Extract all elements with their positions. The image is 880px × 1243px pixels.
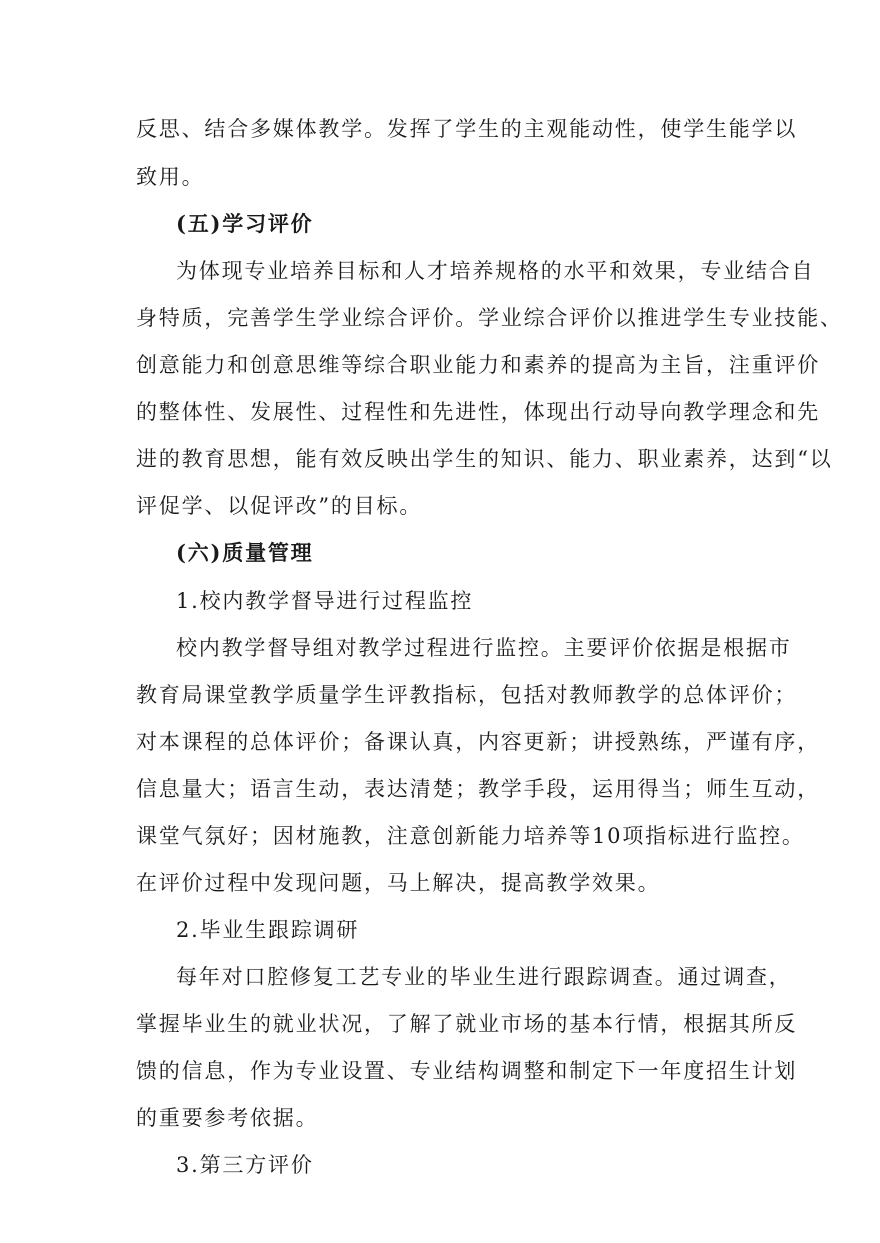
- paragraph-line: 为体现专业培养目标和人才培养规格的水平和效果，专业结合自: [176, 259, 815, 283]
- paragraph-line: 进的教育思想，能有效反映出学生的知识、能力、职业素养，达到“以: [136, 447, 833, 471]
- paragraph-line: 馈的信息，作为专业设置、专业结构调整和制定下一年度招生计划: [136, 1059, 798, 1083]
- subsection-title: 1.校内教学督导进行过程监控: [176, 589, 474, 613]
- paragraph-line: 校内教学督导组对教学过程进行监控。主要评价依据是根据市: [176, 636, 792, 660]
- paragraph-line: 课堂气氛好；因材施教，注意创新能力培养等10项指标进行监控。: [136, 824, 805, 848]
- paragraph-line: 对本课程的总体评价；备课认真，内容更新；讲授熟练，严谨有序，: [136, 730, 820, 754]
- paragraph-line: 反思、结合多媒体教学。发挥了学生的主观能动性，使学生能学以: [136, 117, 798, 141]
- paragraph-line: 评促学、以促评改”的目标。: [136, 494, 423, 518]
- subsection-title: 2.毕业生跟踪调研: [176, 918, 360, 942]
- paragraph-line: 信息量大；语言生动，表达清楚；教学手段，运用得当；师生互动，: [136, 777, 820, 801]
- paragraph-line: 在评价过程中发现问题，马上解决，提高教学效果。: [136, 871, 661, 895]
- section-heading: (五)学习评价: [176, 211, 314, 236]
- paragraph-line: 教育局课堂教学质量学生评教指标，包括对教师教学的总体评价；: [136, 683, 798, 707]
- subsection-title: 3.第三方评价: [176, 1153, 314, 1177]
- paragraph-line: 的整体性、发展性、过程性和先进性，体现出行动导向教学理念和先: [136, 400, 820, 424]
- section-heading: (六)质量管理: [176, 540, 314, 565]
- paragraph-line: 致用。: [136, 165, 205, 189]
- paragraph-line: 掌握毕业生的就业状况，了解了就业市场的基本行情，根据其所反: [136, 1012, 798, 1036]
- paragraph-line: 身特质，完善学生学业综合评价。学业综合评价以推进学生专业技能、: [136, 306, 843, 330]
- paragraph-line: 创意能力和创意思维等综合职业能力和素养的提高为主旨，注重评价: [136, 353, 820, 377]
- paragraph-line: 的重要参考依据。: [136, 1106, 319, 1130]
- paragraph-line: 每年对口腔修复工艺专业的毕业生进行跟踪调查。通过调查，: [176, 965, 792, 989]
